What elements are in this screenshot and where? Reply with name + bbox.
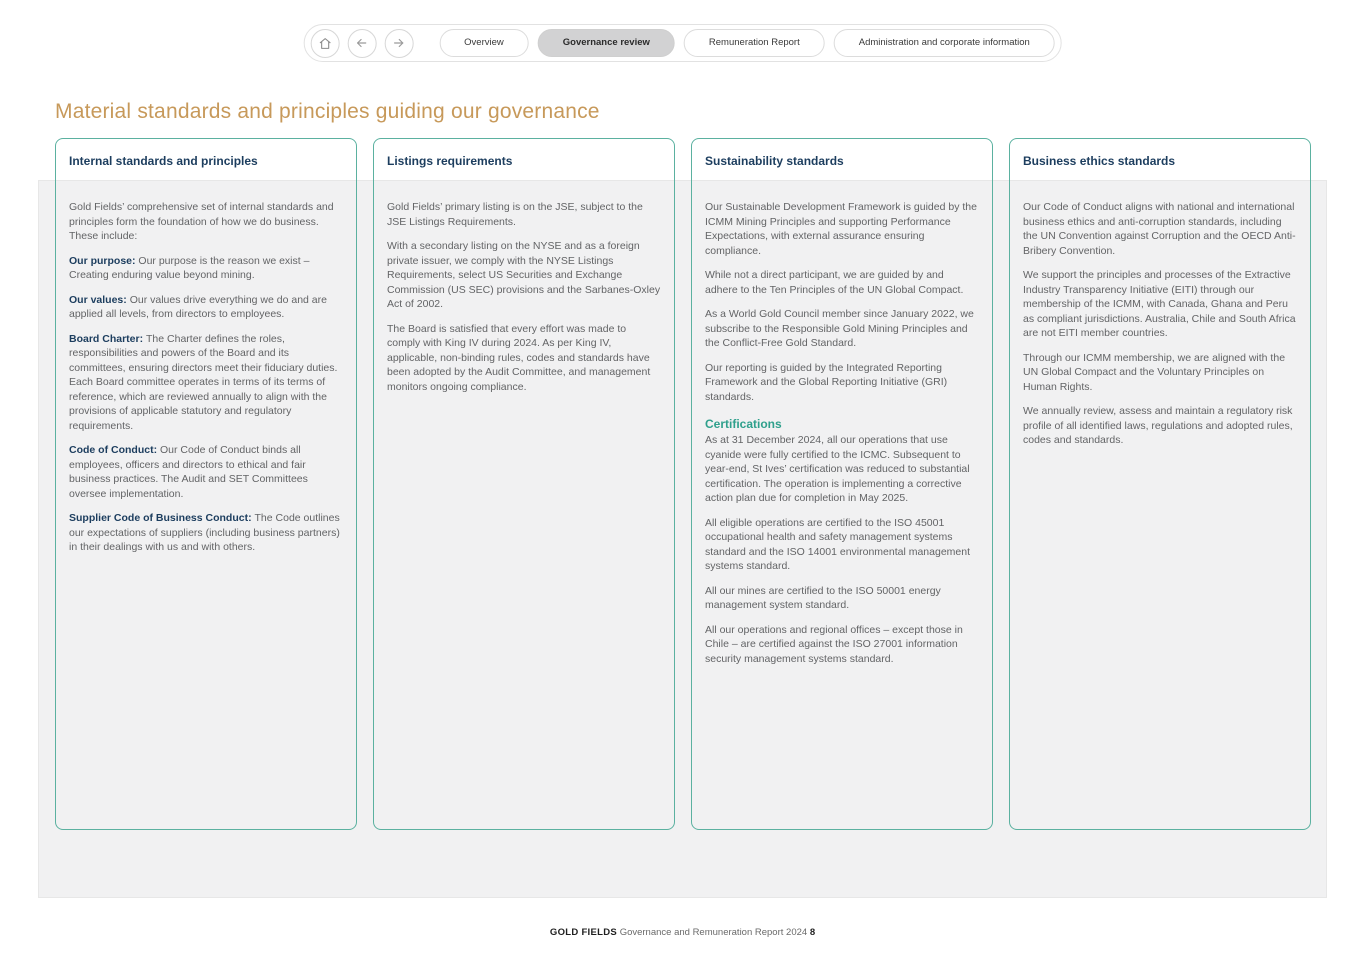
paragraph: Gold Fields’ primary listing is on the JSE, subject to the JSE Listings Requirements. bbox=[387, 201, 643, 228]
forward-button[interactable] bbox=[384, 29, 413, 58]
paragraph-lead: Board Charter: bbox=[69, 332, 147, 345]
paragraph: We support the principles and processes of the Extractive Industry Transparency Initiative (EITI) through our membership of the ICMM, with Canada, Ghana and Peru as compliant jurisdictions. Australia, Chile and South Africa are not EITI member countries. bbox=[1023, 269, 1296, 339]
card-body bbox=[692, 181, 992, 666]
paragraph-lead: Our values: bbox=[69, 293, 130, 306]
card-body bbox=[56, 181, 356, 555]
paragraph: Our reporting is guided by the Integrated Reporting Framework and the Global Reporting Initiative (GRI) standards. bbox=[705, 361, 948, 403]
paragraph: The Board is satisfied that every effort was made to comply with King IV during 2024. As per King IV, applicable, non-binding rules, codes and standards have been adopted by the Audit Committee, and management monitors ongoing compliance. bbox=[387, 322, 651, 393]
footer-text: Governance and Remuneration Report 2024 bbox=[619, 927, 808, 938]
paragraph: Through our ICMM membership, we are aligned with the UN Global Compact and the Voluntary Principles on Human Rights. bbox=[1023, 351, 1286, 393]
paragraph: Our Sustainable Development Framework is guided by the ICMM Mining Principles and supporting Performance Expectations, with external assurance ensuring compliance. bbox=[705, 201, 977, 257]
arrow-right-icon bbox=[392, 36, 406, 50]
card-subheading: Certifications bbox=[705, 417, 782, 431]
paragraph: Our purpose: Our purpose is the reason we exist – Creating enduring value beyond mining. bbox=[69, 254, 310, 281]
tab-administration-and-corporate-information[interactable]: Administration and corporate information bbox=[834, 29, 1055, 57]
paragraph: Our Code of Conduct aligns with national and international business ethics and anti-corruption standards, including the UN Convention against Corruption and the OECD Anti-Bribery Convention. bbox=[1023, 201, 1296, 257]
paragraph: While not a direct participant, we are guided by and adhere to the Ten Principles of the UN Global Compact. bbox=[705, 269, 964, 296]
card-listings-requirements bbox=[373, 138, 675, 830]
back-button[interactable] bbox=[347, 29, 376, 58]
tab-governance-review[interactable]: Governance review bbox=[538, 29, 675, 57]
tab-remuneration-report[interactable]: Remuneration Report bbox=[684, 29, 825, 57]
cards-row bbox=[55, 138, 1311, 830]
paragraph: Board Charter: The Charter defines the roles, responsibilities and powers of the Board and its committees, ensuring directors meet their fiduciary duties. Each Board committee operates in terms of its terms of reference, which are reviewed annually to align with the provisions of applicable statutory and regulatory requirements. bbox=[69, 332, 338, 432]
paragraph: All eligible operations are certified to the ISO 45001 occupational health and safety management systems standard and the ISO 14001 environmental management systems standard. bbox=[705, 516, 971, 572]
card-title: Sustainability standards bbox=[705, 154, 844, 168]
card-title: Internal standards and principles bbox=[69, 154, 258, 168]
card-title: Business ethics standards bbox=[1023, 154, 1176, 168]
card-internal-standards-and-principles bbox=[55, 138, 357, 830]
page-title: Material standards and principles guiding our governance bbox=[55, 100, 600, 123]
home-button[interactable] bbox=[310, 29, 339, 58]
tab-overview[interactable]: Overview bbox=[439, 29, 529, 57]
paragraph: As at 31 December 2024, all our operations that use cyanide were fully certified to the ICMC. Subsequent to year-end, St Ives’ certification was reduced to substantial certification. The operation is implementing a corrective action plan due for completion in May 2025. bbox=[705, 434, 970, 504]
arrow-left-icon bbox=[355, 36, 369, 50]
card-body bbox=[1010, 181, 1310, 448]
card-body bbox=[374, 181, 674, 394]
footer-brand: GOLD FIELDS bbox=[549, 927, 618, 938]
paragraph-lead: Our purpose: bbox=[69, 254, 139, 267]
paragraph: Our values: Our values drive everything we do and are applied all levels, from directors to employees. bbox=[69, 293, 327, 320]
paragraph: All our mines are certified to the ISO 50001 energy management system standard. bbox=[705, 584, 941, 611]
home-icon bbox=[318, 37, 331, 50]
paragraph-lead: Supplier Code of Business Conduct: bbox=[69, 512, 255, 524]
paragraph: Code of Conduct: Our Code of Conduct binds all employees, officers and directors to ethical and fair business practices. The Audit and SET Committees oversee implementation. bbox=[69, 444, 308, 500]
card-business-ethics-standards bbox=[1009, 138, 1311, 830]
card-title: Listings requirements bbox=[387, 154, 513, 168]
card-sustainability-standards bbox=[691, 138, 993, 830]
top-navigation bbox=[303, 24, 1062, 62]
paragraph: We annually review, assess and maintain a regulatory risk profile of all identified laws, regulations and adopted rules, codes and standards. bbox=[1023, 405, 1293, 446]
footer-page-number: 8 bbox=[809, 927, 816, 938]
page-footer bbox=[0, 927, 1365, 938]
paragraph: With a secondary listing on the NYSE and as a foreign private issuer, we comply with the NYSE Listings Requirements, select US Securities and Exchange Commission (US SEC) provisions and the Sarbanes-Oxley Act of 2002. bbox=[387, 240, 661, 310]
paragraph: Gold Fields’ comprehensive set of internal standards and principles form the foundation of how we do business. These include: bbox=[69, 201, 334, 242]
paragraph: As a World Gold Council member since January 2022, we subscribe to the Responsible Gold Mining Principles and the Conflict-Free Gold Standard. bbox=[705, 308, 974, 349]
paragraph-lead: Code of Conduct: bbox=[69, 444, 160, 456]
nav-tabs bbox=[439, 29, 1055, 57]
paragraph: All our operations and regional offices – except those in Chile – are certified against the ISO 27001 information security management systems standard. bbox=[705, 623, 963, 665]
paragraph: Supplier Code of Business Conduct: The Code outlines our expectations of suppliers (including business partners) in their dealings with us and with others. bbox=[69, 512, 340, 553]
